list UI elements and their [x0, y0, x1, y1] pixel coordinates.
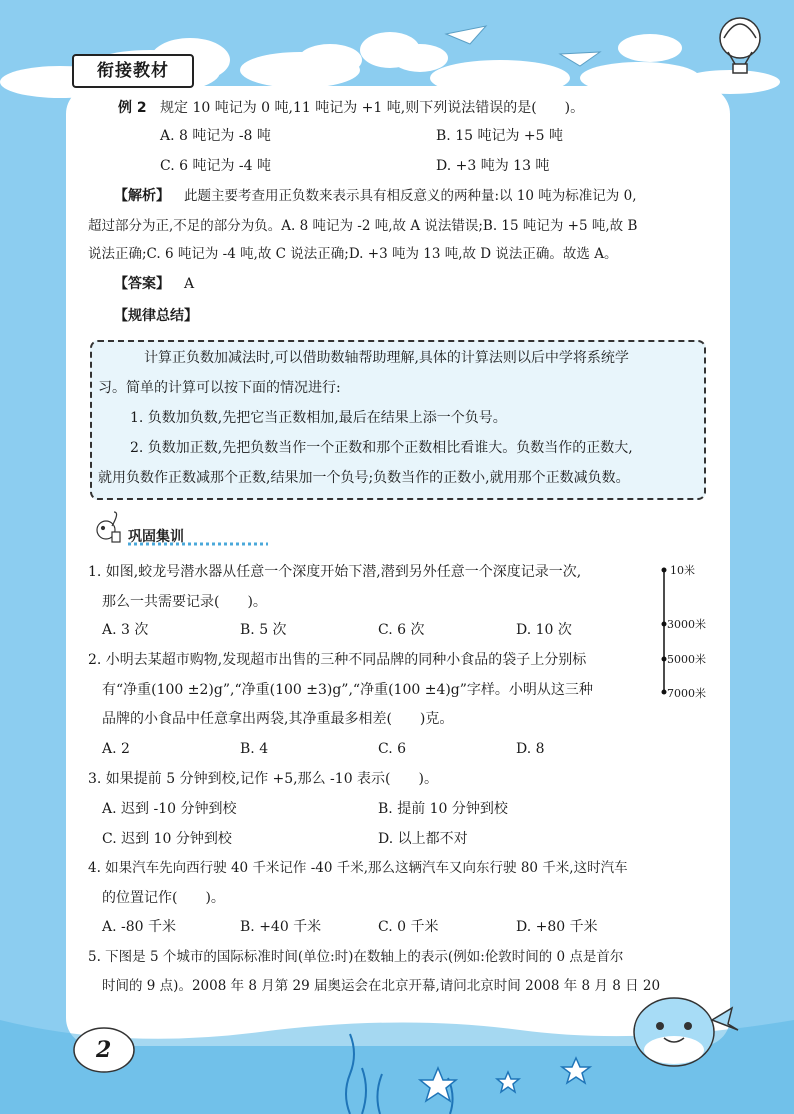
- paper-plane-icon: [446, 26, 600, 66]
- squirrel-mascot-icon: [97, 512, 120, 542]
- option: B. 提前 10 分钟到校: [378, 801, 508, 817]
- question-line: 5. 下图是 5 个城市的国际标准时间(单位:时)在数轴上的表示(例如:伦敦时间的 0 点是首尔: [88, 949, 624, 965]
- scale-label: 5000米: [667, 653, 706, 666]
- option: C. 0 千米: [378, 919, 439, 935]
- question-line: 3. 如果提前 5 分钟到校,记作 +5,那么 -10 表示( )。: [88, 771, 438, 787]
- example-option-d: D. +3 吨为 13 吨: [436, 158, 550, 174]
- summary-label: 【规律总结】: [114, 308, 198, 324]
- option: D. 8: [516, 741, 545, 757]
- summary-line: 习。简单的计算可以按下面的情况进行:: [98, 380, 341, 396]
- analysis-line: 超过部分为正,不足的部分为负。A. 8 吨记为 -2 吨,故 A 说法错误;B. 15 吨记为 +5 吨,故 B: [88, 218, 638, 234]
- question-line: 4. 如果汽车先向西行驶 40 千米记作 -40 千米,那么这辆汽车又向东行驶 80 千米,这时汽车: [88, 860, 628, 876]
- summary-line: 就用负数作正数减那个正数,结果加一个负号;负数当作的正数小,就用那个正数减负数。: [98, 470, 630, 486]
- example-option-c: C. 6 吨记为 -4 吨: [160, 158, 272, 174]
- option: C. 迟到 10 分钟到校: [102, 831, 232, 847]
- page-number: 2: [96, 1037, 112, 1063]
- question-line: 那么一共需要记录( )。: [102, 594, 267, 610]
- analysis-line: 此题主要考查用正负数来表示具有相反意义的两种量:以 10 吨为标准记为 0,: [184, 188, 637, 204]
- option: B. +40 千米: [240, 919, 322, 935]
- example-label: 例 2: [118, 100, 147, 116]
- analysis-label: 【解析】: [114, 188, 170, 204]
- scale-label: 7000米: [667, 687, 706, 700]
- option: D. 10 次: [516, 622, 572, 638]
- option: D. 以上都不对: [378, 831, 468, 847]
- example-option-a: A. 8 吨记为 -8 吨: [160, 128, 271, 144]
- section-title: 巩固集训: [128, 529, 184, 545]
- question-line: 时间的 9 点)。2008 年 8 月第 29 届奥运会在北京开幕,请问北京时间 2008 年 8 月 8 日 20: [102, 978, 661, 994]
- example-stem: 规定 10 吨记为 0 吨,11 吨记为 +1 吨,则下列说法错误的是( )。: [160, 100, 585, 116]
- summary-line: 计算正负数加减法时,可以借助数轴帮助理解,具体的计算法则以后中学将系统学: [144, 350, 629, 366]
- option: B. 5 次: [240, 622, 287, 638]
- question-line: 的位置记作( )。: [102, 890, 225, 906]
- option: A. -80 千米: [102, 919, 177, 935]
- option: B. 4: [240, 741, 269, 757]
- example-option-b: B. 15 吨记为 +5 吨: [436, 128, 563, 144]
- option: A. 3 次: [102, 622, 149, 638]
- question-line: 有“净重(100 ±2)g”,“净重(100 ±3)g”,“净重(100 ±4)g”字样。小明从这三种: [102, 682, 593, 698]
- question-line: 品牌的小食品中任意拿出两袋,其净重最多相差( )克。: [102, 711, 454, 727]
- option: C. 6 次: [378, 622, 425, 638]
- option: D. +80 千米: [516, 919, 598, 935]
- sea-decoration: [0, 980, 794, 1114]
- header-tag: 衔接教材: [72, 54, 194, 88]
- summary-line: 2. 负数加正数,先把负数当作一个正数和那个正数相比看谁大。负数当作的正数大,: [130, 440, 633, 456]
- question-line: 1. 如图,蛟龙号潜水器从任意一个深度开始下潜,潜到另外任意一个深度记录一次,: [88, 564, 582, 580]
- question-line: 2. 小明去某超市购物,发现超市出售的三种不同品牌的同种小食品的袋子上分别标: [88, 652, 587, 668]
- hot-air-balloon-icon: [720, 18, 760, 73]
- answer-value: A: [184, 276, 195, 292]
- option: A. 迟到 -10 分钟到校: [102, 801, 237, 817]
- summary-line: 1. 负数加负数,先把它当正数相加,最后在结果上添一个负号。: [130, 410, 507, 426]
- option: A. 2: [102, 741, 130, 757]
- answer-label: 【答案】: [114, 276, 170, 292]
- analysis-line: 说法正确;C. 6 吨记为 -4 吨,故 C 说法正确;D. +3 吨为 13 吨,故 D 说法正确。故选 A。: [88, 246, 618, 262]
- option: C. 6: [378, 741, 407, 757]
- scale-label: 3000米: [667, 618, 706, 631]
- scale-label: 10米: [670, 564, 695, 577]
